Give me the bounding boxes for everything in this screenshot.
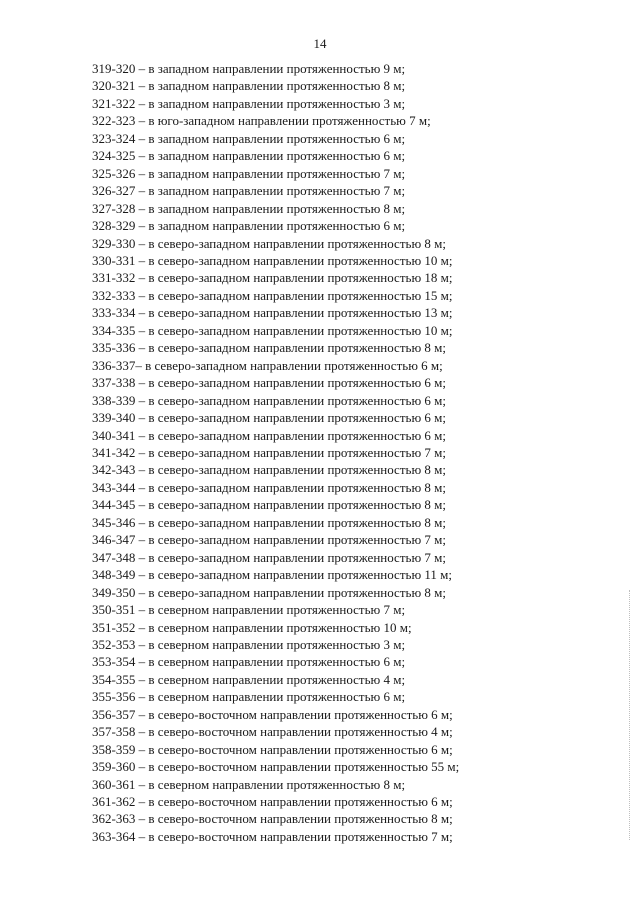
boundary-segment-line: 359-360 – в северо-восточном направлении протяженностью 55 м; bbox=[92, 759, 460, 775]
boundary-segment-line: 344-345 – в северо-западном направлении протяженностью 8 м; bbox=[92, 497, 446, 513]
boundary-segment-line: 355-356 – в северном направлении протяженностью 6 м; bbox=[92, 689, 406, 705]
boundary-segment-line: 339-340 – в северо-западном направлении протяженностью 6 м; bbox=[92, 410, 446, 426]
boundary-segment-line: 321-322 – в западном направлении протяженностью 3 м; bbox=[92, 95, 406, 111]
boundary-segment-line: 351-352 – в северном направлении протяженностью 10 м; bbox=[92, 619, 412, 635]
page-number: 14 bbox=[313, 36, 327, 51]
boundary-segment-line: 334-335 – в северо-западном направлении протяженностью 10 м; bbox=[92, 322, 453, 338]
boundary-segment-line: 326-327 – в западном направлении протяженностью 7 м; bbox=[92, 183, 406, 199]
boundary-segment-line: 319-320 – в западном направлении протяженностью 9 м; bbox=[92, 61, 406, 76]
boundary-segment-line: 337-338 – в северо-западном направлении протяженностью 6 м; bbox=[92, 375, 446, 391]
boundary-segment-line: 327-328 – в западном направлении протяженностью 8 м; bbox=[92, 200, 406, 216]
boundary-segment-line: 343-344 – в северо-западном направлении протяженностью 8 м; bbox=[92, 479, 446, 495]
boundary-segment-line: 340-341 – в северо-западном направлении протяженностью 6 м; bbox=[92, 427, 446, 443]
boundary-segment-line: 338-339 – в северо-западном направлении протяженностью 6 м; bbox=[92, 392, 446, 408]
boundary-segment-line: 341-342 – в северо-западном направлении протяженностью 7 м; bbox=[92, 444, 446, 460]
boundary-segment-line: 361-362 – в северо-восточном направлении протяженностью 6 м; bbox=[92, 794, 453, 810]
boundary-segment-line: 324-325 – в западном направлении протяженностью 6 м; bbox=[92, 148, 406, 164]
boundary-segment-line: 353-354 – в северном направлении протяженностью 6 м; bbox=[92, 654, 406, 670]
boundary-segment-line: 330-331 – в северо-западном направлении протяженностью 10 м; bbox=[92, 252, 453, 268]
boundary-segment-line: 332-333 – в северо-западном направлении протяженностью 15 м; bbox=[92, 287, 453, 303]
boundary-segment-line: 342-343 – в северо-западном направлении протяженностью 8 м; bbox=[92, 462, 446, 478]
boundary-segment-line: 322-323 – в юго-западном направлении протяженностью 7 м; bbox=[92, 113, 431, 129]
boundary-segment-line: 347-348 – в северо-западном направлении протяженностью 7 м; bbox=[92, 549, 446, 565]
boundary-segment-line: 346-347 – в северо-западном направлении протяженностью 7 м; bbox=[92, 532, 446, 548]
boundary-segment-line: 360-361 – в северном направлении протяженностью 8 м; bbox=[92, 776, 406, 792]
boundary-segment-line: 358-359 – в северо-восточном направлении протяженностью 6 м; bbox=[92, 741, 453, 757]
boundary-segment-line: 352-353 – в северном направлении протяженностью 3 м; bbox=[92, 636, 406, 652]
boundary-segment-line: 362-363 – в северо-восточном направлении протяженностью 8 м; bbox=[92, 811, 453, 827]
boundary-segment-line: 349-350 – в северо-западном направлении протяженностью 8 м; bbox=[92, 584, 446, 600]
boundary-segment-line: 325-326 – в западном направлении протяженностью 7 м; bbox=[92, 165, 406, 181]
boundary-segment-line: 363-364 – в северо-восточном направлении протяженностью 7 м; bbox=[92, 828, 453, 844]
boundary-segment-line: 335-336 – в северо-западном направлении протяженностью 8 м; bbox=[92, 340, 446, 356]
boundary-segment-line: 328-329 – в западном направлении протяженностью 6 м; bbox=[92, 218, 406, 234]
scan-edge-marks bbox=[627, 590, 630, 840]
boundary-segment-line: 323-324 – в западном направлении протяженностью 6 м; bbox=[92, 130, 406, 146]
boundary-segment-list bbox=[92, 60, 592, 845]
boundary-segment-line: 348-349 – в северо-западном направлении протяженностью 11 м; bbox=[92, 567, 453, 583]
boundary-segment-line: 356-357 – в северо-восточном направлении протяженностью 6 м; bbox=[92, 706, 453, 722]
boundary-segment-line: 320-321 – в западном направлении протяженностью 8 м; bbox=[92, 78, 406, 94]
boundary-segment-line: 329-330 – в северо-западном направлении протяженностью 8 м; bbox=[92, 235, 446, 251]
boundary-segment-line: 333-334 – в северо-западном направлении протяженностью 13 м; bbox=[92, 305, 453, 321]
boundary-segment-line: 331-332 – в северо-западном направлении протяженностью 18 м; bbox=[92, 270, 453, 286]
boundary-segment-line: 354-355 – в северном направлении протяженностью 4 м; bbox=[92, 671, 406, 687]
boundary-segment-line: 336-337– в северо-западном направлении протяженностью 6 м; bbox=[92, 357, 443, 373]
boundary-segment-line: 345-346 – в северо-западном направлении протяженностью 8 м; bbox=[92, 514, 446, 530]
boundary-segment-line: 350-351 – в северном направлении протяженностью 7 м; bbox=[92, 602, 406, 618]
boundary-segment-line: 357-358 – в северо-восточном направлении протяженностью 4 м; bbox=[92, 724, 453, 740]
